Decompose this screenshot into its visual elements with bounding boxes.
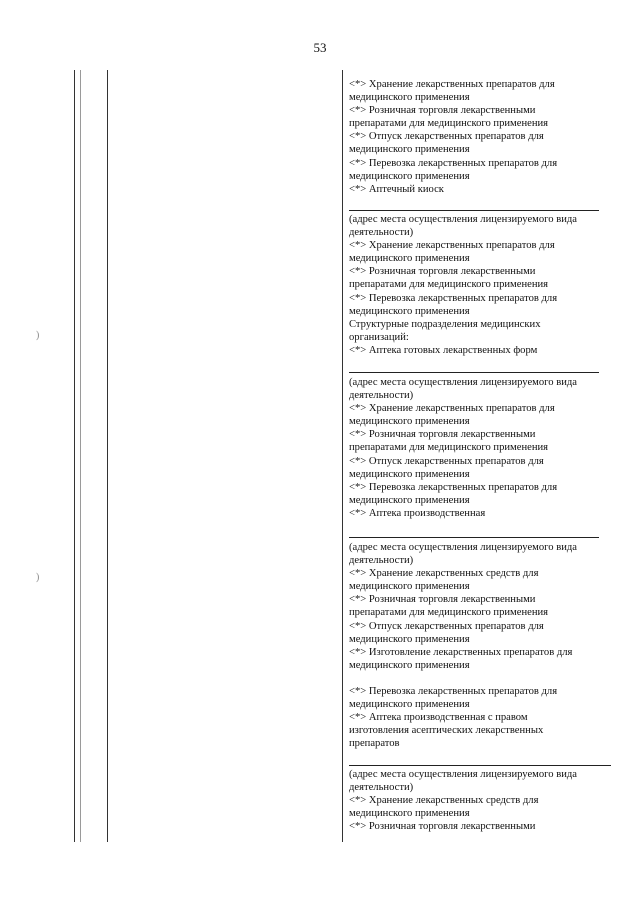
text-line: медицинского применения xyxy=(349,581,470,593)
text-line: деятельности) xyxy=(349,390,414,402)
scan-mark: ) xyxy=(36,330,40,341)
text-line: Структурные подразделения медицинских xyxy=(349,318,541,330)
text-line: <*> Перевозка лекарственных препаратов для xyxy=(349,481,558,493)
text-line: <*> Отпуск лекарственных препаратов для xyxy=(349,620,544,632)
text-line: медицинского применения xyxy=(349,416,470,428)
license-block-4 xyxy=(349,541,577,751)
text-line: <*> Изготовление лекарственных препаратов для xyxy=(349,646,573,658)
text-line: медицинского применения xyxy=(349,659,470,671)
license-block-1 xyxy=(349,78,557,196)
text-line: медицинского применения xyxy=(349,468,470,480)
text-line: <*> Аптека производственная xyxy=(349,507,486,519)
text-line: <*> Отпуск лекарственных препаратов для xyxy=(349,131,544,143)
address-underline-2 xyxy=(349,372,599,373)
text-line: <*> Хранение лекарственных препаратов для xyxy=(349,79,555,90)
text-line xyxy=(349,672,577,685)
text-line: (адрес места осуществления лицензируемого вида xyxy=(349,214,577,225)
text-line: препаратами для медицинского применения xyxy=(349,118,549,130)
license-block-2 xyxy=(349,213,577,357)
text-line: <*> Розничная торговля лекарственными xyxy=(349,266,536,278)
text-line: <*> Аптека производственная с правом xyxy=(349,712,528,724)
text-line: медицинского применения xyxy=(349,92,470,104)
text-line: <*> Хранение лекарственных препаратов для xyxy=(349,240,555,252)
text-line: <*> Розничная торговля лекарственными xyxy=(349,429,536,441)
text-line: препаратов xyxy=(349,738,400,750)
table-column-divider-right xyxy=(342,70,343,842)
table-column-divider xyxy=(107,70,108,842)
text-line: медицинского применения xyxy=(349,808,470,820)
text-line: медицинского применения xyxy=(349,699,470,711)
text-line: (адрес места осуществления лицензируемого вида xyxy=(349,377,577,388)
text-line: <*> Хранение лекарственных препаратов для xyxy=(349,403,555,415)
text-line: деятельности) xyxy=(349,555,414,567)
text-line: <*> Розничная торговля лекарственными xyxy=(349,821,536,833)
text-line: <*> Аптека готовых лекарственных форм xyxy=(349,344,538,356)
page-number: 53 xyxy=(313,40,327,55)
text-line: медицинского применения xyxy=(349,305,470,317)
text-line: медицинского применения xyxy=(349,144,470,156)
text-line: препаратами для медицинского применения xyxy=(349,607,549,619)
address-underline-4 xyxy=(349,765,611,766)
text-line: медицинского применения xyxy=(349,253,470,265)
license-block-3 xyxy=(349,376,577,520)
text-line: препаратами для медицинского применения xyxy=(349,279,549,291)
text-line: препаратами для медицинского применения xyxy=(349,442,549,454)
text-line: медицинского применения xyxy=(349,494,470,506)
text-line: <*> Перевозка лекарственных препаратов для xyxy=(349,157,558,169)
text-line: организаций: xyxy=(349,331,409,343)
text-line: <*> Отпуск лекарственных препаратов для xyxy=(349,455,544,467)
scan-mark: ) xyxy=(36,572,40,583)
text-line: деятельности) xyxy=(349,782,414,794)
text-line: <*> Перевозка лекарственных препаратов для xyxy=(349,686,558,698)
text-line: <*> Хранение лекарственных средств для xyxy=(349,568,539,580)
text-line: <*> Хранение лекарственных средств для xyxy=(349,795,539,807)
text-line: <*> Аптечный киоск xyxy=(349,183,444,195)
table-border-left xyxy=(74,70,75,842)
text-line: <*> Розничная торговля лекарственными xyxy=(349,594,536,606)
text-line: медицинского применения xyxy=(349,170,470,182)
text-line: (адрес места осуществления лицензируемого вида xyxy=(349,769,577,780)
text-line: деятельности) xyxy=(349,227,414,239)
table-border-left-inner xyxy=(80,70,81,842)
text-line: <*> Розничная торговля лекарственными xyxy=(349,105,536,117)
text-line: медицинского применения xyxy=(349,633,470,645)
license-block-5 xyxy=(349,768,577,833)
text-line: <*> Перевозка лекарственных препаратов для xyxy=(349,292,558,304)
text-line: изготовления асептических лекарственных xyxy=(349,725,544,737)
address-underline-3 xyxy=(349,537,599,538)
text-line: (адрес места осуществления лицензируемого вида xyxy=(349,542,577,553)
address-underline-1 xyxy=(349,210,599,211)
